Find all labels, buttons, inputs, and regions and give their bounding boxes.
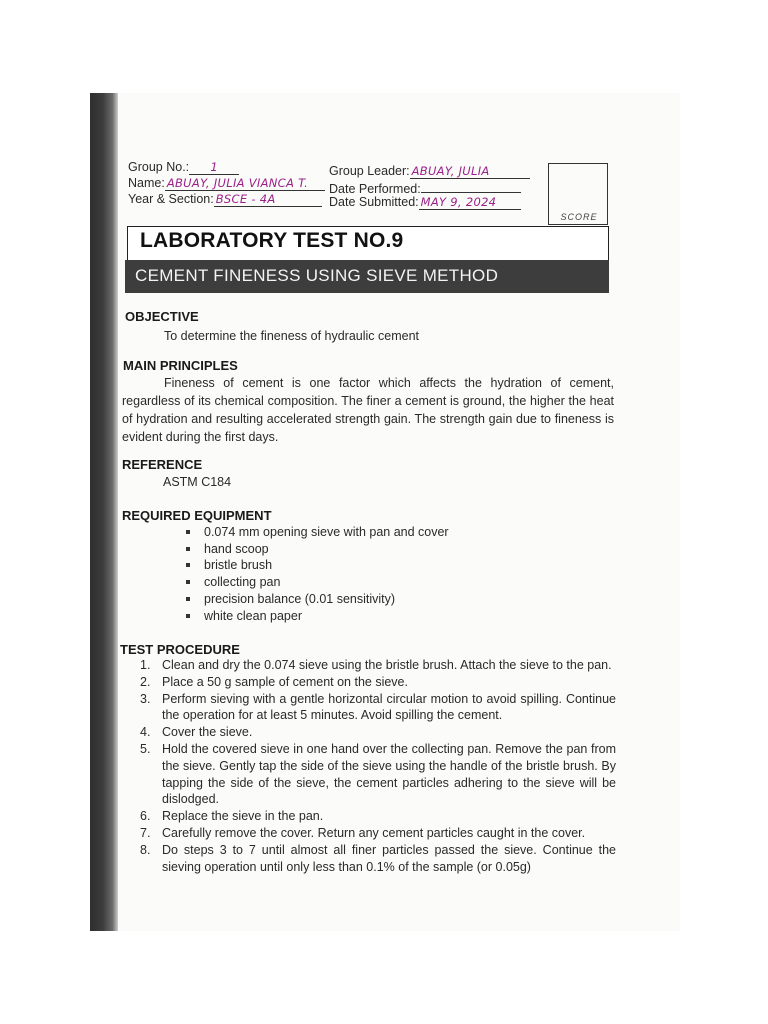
procedure-step bbox=[136, 657, 616, 674]
equipment-item: precision balance (0.01 sensitivity) bbox=[186, 591, 449, 608]
date-submitted-label: Date Submitted: bbox=[329, 195, 419, 209]
group-no-label: Group No.: bbox=[128, 160, 190, 174]
date-performed-field[interactable] bbox=[421, 179, 521, 193]
main-principles-heading: MAIN PRINCIPLES bbox=[123, 358, 238, 373]
date-performed-row bbox=[329, 179, 521, 196]
step-text: Replace the sieve in the pan. bbox=[162, 809, 324, 824]
step-text: Clean and dry the 0.074 sieve using the bristle brush. Attach the sieve to the pan. bbox=[162, 658, 612, 672]
binding-shadow bbox=[90, 93, 118, 931]
procedure-heading: TEST PROCEDURE bbox=[120, 642, 240, 657]
year-section-label: Year & Section: bbox=[128, 192, 214, 206]
name-row bbox=[128, 176, 325, 191]
step-number: 6. bbox=[140, 809, 151, 824]
equipment-item: collecting pan bbox=[186, 574, 449, 591]
step-text: Cover the sieve. bbox=[162, 725, 253, 740]
page-title: LABORATORY TEST NO.9 bbox=[140, 229, 404, 252]
procedure-step bbox=[136, 691, 616, 725]
procedure-step bbox=[136, 825, 616, 842]
equipment-item: bristle brush bbox=[186, 557, 449, 574]
group-no-field[interactable]: 1 bbox=[189, 161, 239, 175]
reference-text: ASTM C184 bbox=[163, 475, 232, 489]
year-section-field[interactable]: BSCE - 4A bbox=[214, 193, 322, 207]
procedure-step bbox=[136, 842, 616, 876]
score-label: SCORE bbox=[560, 212, 598, 222]
name-field[interactable]: ABUAY, JULIA VIANCA T. bbox=[165, 177, 325, 191]
step-text: Hold the covered sieve in one hand over the collecting pan. Remove the pan from the sieve. Gently tap the side of the sieve using the handle of the bristle brush. By tapping the side of the sieve, the cement particles adhering to the sieve will be dislodged. bbox=[162, 741, 616, 807]
step-number: 3. bbox=[140, 691, 151, 706]
procedure-list bbox=[136, 657, 616, 875]
main-principles-paragraph bbox=[122, 374, 614, 446]
step-number: 7. bbox=[140, 825, 151, 840]
group-leader-label: Group Leader: bbox=[329, 164, 410, 178]
step-text: Perform sieving with a gentle horizontal circular motion to avoid spilling. Continue the operation for at least 5 minutes. Avoid spilling the cement. bbox=[162, 691, 616, 723]
date-submitted-row bbox=[329, 195, 521, 210]
group-leader-row bbox=[329, 164, 530, 179]
date-submitted-field[interactable]: MAY 9, 2024 bbox=[419, 196, 521, 210]
step-text: Place a 50 g sample of cement on the sieve. bbox=[162, 674, 408, 689]
equipment-item: white clean paper bbox=[186, 608, 449, 625]
equipment-item: hand scoop bbox=[186, 541, 449, 558]
step-number: 1. bbox=[140, 658, 151, 672]
objective-heading: OBJECTIVE bbox=[125, 309, 199, 324]
name-label: Name: bbox=[128, 176, 165, 190]
step-text: Carefully remove the cover. Return any cement particles caught in the cover. bbox=[162, 825, 586, 840]
step-text: Do steps 3 to 7 until almost all finer particles passed the sieve. Continue the sieving operation until only less than 0.1% of the sample (or 0.05g) bbox=[162, 842, 616, 874]
equipment-item: 0.074 mm opening sieve with pan and cover bbox=[186, 524, 449, 541]
date-performed-label: Date Performed: bbox=[329, 182, 421, 196]
year-section-row bbox=[128, 192, 322, 207]
objective-text: To determine the fineness of hydraulic cement bbox=[164, 329, 419, 343]
step-number: 2. bbox=[140, 674, 151, 689]
procedure-step bbox=[136, 741, 616, 808]
step-number: 8. bbox=[140, 842, 151, 857]
group-leader-field[interactable]: ABUAY, JULIA bbox=[410, 165, 530, 179]
procedure-step bbox=[136, 674, 616, 691]
page-subtitle: CEMENT FINENESS USING SIEVE METHOD bbox=[135, 266, 499, 285]
procedure-step bbox=[136, 724, 616, 741]
main-principles-text: Fineness of cement is one factor which affects the hydration of cement, regardless of its chemical composition. The finer a cement is ground, the higher the heat of hydration and resulting accelerated strength gain. The strength gain due to fineness is evident during the first days. bbox=[122, 376, 614, 444]
group-no-row bbox=[128, 160, 239, 175]
equipment-heading: REQUIRED EQUIPMENT bbox=[122, 508, 272, 523]
reference-heading: REFERENCE bbox=[122, 457, 203, 472]
equipment-list bbox=[186, 524, 449, 624]
step-number: 4. bbox=[140, 725, 151, 740]
step-number: 5. bbox=[140, 741, 151, 756]
procedure-step bbox=[136, 808, 616, 825]
